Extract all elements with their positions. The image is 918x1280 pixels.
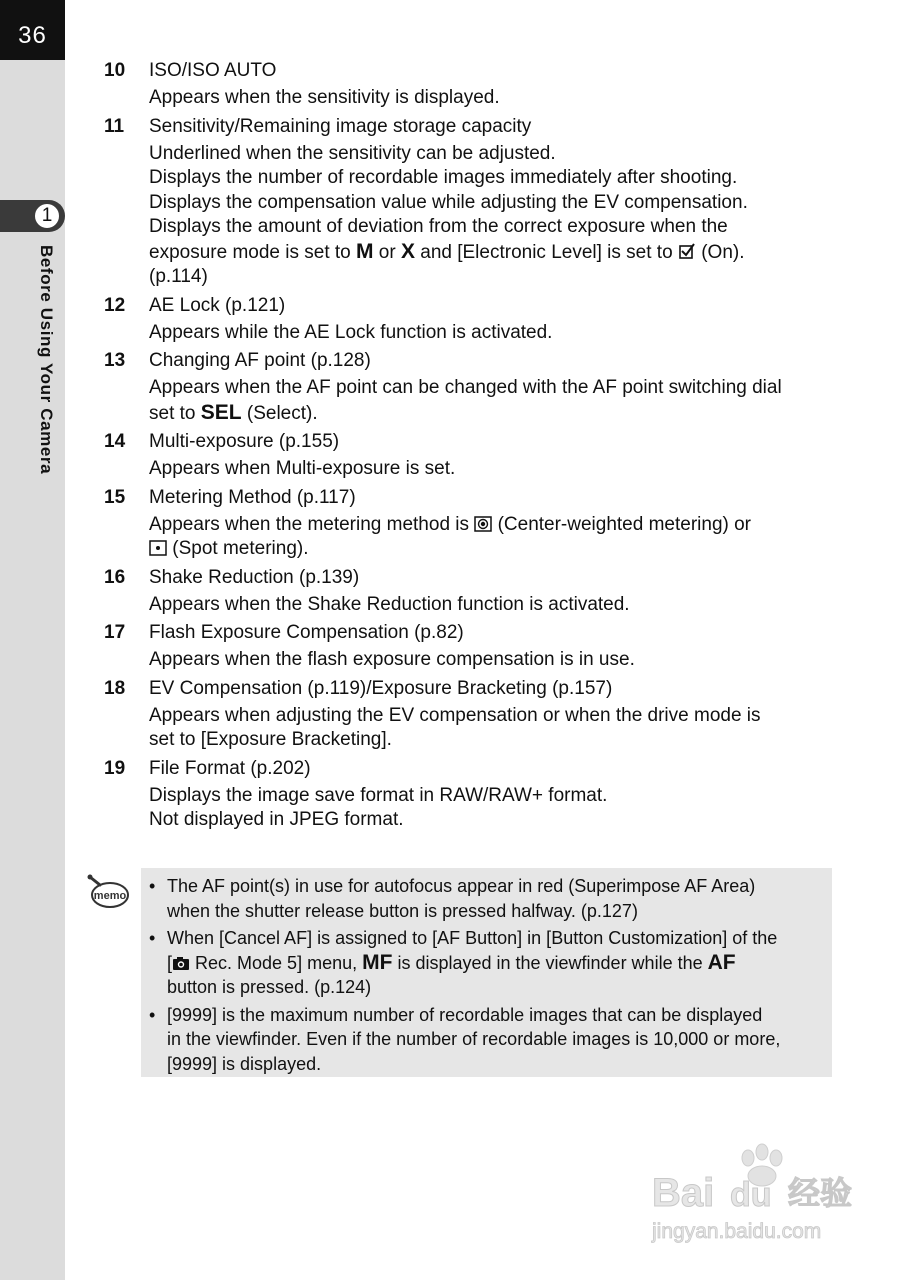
watermark-cn: 经验 <box>788 1174 853 1212</box>
text: (Spot metering). <box>167 538 309 559</box>
bullet-marker: • <box>149 1004 156 1025</box>
entry-heading: Shake Reduction (p.139) <box>149 566 360 588</box>
entry-18 <box>104 676 844 753</box>
entry-number: 16 <box>104 566 126 588</box>
entry-description: Appears while the AE Lock function is activated. <box>149 321 553 343</box>
entry-heading: AE Lock (p.121) <box>149 294 286 316</box>
entry-heading: Flash Exposure Compensation (p.82) <box>149 622 464 643</box>
entry-number: 17 <box>104 622 126 643</box>
memo-text: The AF point(s) in use for autofocus appear in red (Superimpose AF Area) <box>167 876 756 896</box>
entry-heading: Metering Method (p.117) <box>149 486 356 508</box>
entry-number: 10 <box>104 60 126 81</box>
text: Rec. Mode 5] menu, <box>190 952 363 973</box>
entry-17 <box>104 620 844 673</box>
text: (Center-weighted metering) or <box>492 513 752 535</box>
chapter-title: Before Using Your Camera <box>37 245 56 475</box>
chapter-number: 1 <box>33 202 61 230</box>
memo-bullet <box>149 1003 824 1077</box>
text: or <box>373 241 401 263</box>
entry-description: Appears when the Shake Reduction function is activated. <box>149 593 630 615</box>
memo-text: when the shutter release button is pressed halfway. (p.127) <box>167 900 638 921</box>
entry-14 <box>104 429 844 482</box>
entry-description <box>149 537 844 562</box>
memo-bullet <box>149 926 824 1000</box>
entry-heading: Multi-exposure (p.155) <box>149 431 340 452</box>
entry-description: Appears when the AF point can be changed with the AF point switching dial <box>149 377 782 398</box>
entry-description: Not displayed in JPEG format. <box>149 809 404 830</box>
entry-list <box>104 58 844 836</box>
entry-16 <box>104 565 844 618</box>
entry-number: 14 <box>104 431 126 452</box>
spot-metering-icon <box>149 540 167 556</box>
text: (On). <box>695 241 745 263</box>
af-symbol: AF <box>707 950 736 974</box>
memo-text: [9999] is displayed. <box>167 1053 322 1074</box>
memo-text: button is pressed. (p.124) <box>167 977 372 997</box>
entry-heading: File Format (p.202) <box>149 757 311 779</box>
entry-description: Displays the amount of deviation from the correct exposure when the <box>149 216 728 237</box>
watermark-brand-2: du <box>730 1176 772 1214</box>
entry-description: (p.114) <box>149 266 208 287</box>
mf-symbol: MF <box>362 950 393 974</box>
center-weighted-metering-icon <box>474 516 492 532</box>
camera-icon <box>172 956 190 971</box>
entry-number: 13 <box>104 350 126 371</box>
sel-symbol: SEL <box>200 400 242 424</box>
page-number-box <box>0 0 65 60</box>
entry-description: Appears when the flash exposure compensation is in use. <box>149 649 635 670</box>
memo-icon-label: memo <box>93 890 127 902</box>
entry-heading: ISO/ISO AUTO <box>149 60 277 81</box>
text: (Select). <box>241 402 318 424</box>
entry-heading: Changing AF point (p.128) <box>149 350 371 371</box>
text: set to <box>149 402 201 424</box>
memo-text: When [Cancel AF] is assigned to [AF Button] in [Button Customization] of the <box>167 928 778 948</box>
watermark-brand: Bai <box>652 1171 715 1215</box>
entry-10 <box>104 58 844 111</box>
side-strip <box>0 0 65 1280</box>
memo-text <box>167 951 824 976</box>
entry-description: Appears when adjusting the EV compensation or when the drive mode is <box>149 704 761 726</box>
text: Appears when the metering method is <box>149 513 475 535</box>
entry-description: Displays the image save format in RAW/RAW+ format. <box>149 784 608 806</box>
entry-description: Displays the compensation value while adjusting the EV compensation. <box>149 191 748 213</box>
entry-description <box>149 401 844 427</box>
entry-description <box>149 513 844 538</box>
bullet-marker: • <box>149 928 156 948</box>
entry-number: 12 <box>104 294 126 316</box>
bullet-marker: • <box>149 876 156 896</box>
entry-description: Displays the number of recordable images immediately after shooting. <box>149 167 738 188</box>
mode-m-symbol: M <box>356 239 374 263</box>
memo-box <box>141 868 832 1077</box>
text: [ <box>167 952 173 973</box>
text: is displayed in the viewfinder while the <box>392 952 708 973</box>
memo-text: [9999] is the maximum number of recordable images that can be displayed <box>167 1004 763 1025</box>
entry-description: Appears when Multi-exposure is set. <box>149 458 456 479</box>
entry-number: 18 <box>104 677 126 699</box>
entry-description: set to [Exposure Bracketing]. <box>149 729 392 750</box>
memo-text: in the viewfinder. Even if the number of recordable images is 10,000 or more, <box>167 1029 781 1049</box>
entry-heading: Sensitivity/Remaining image storage capacity <box>149 115 532 137</box>
entry-number: 15 <box>104 486 126 508</box>
memo-bullet <box>149 874 824 923</box>
text: and [Electronic Level] is set to <box>414 241 678 263</box>
text: exposure mode is set to <box>149 241 356 263</box>
entry-description <box>149 240 844 266</box>
entry-19 <box>104 756 844 833</box>
entry-number: 11 <box>104 115 125 137</box>
page-number: 36 <box>18 22 47 49</box>
entry-15 <box>104 485 844 562</box>
entry-number: 19 <box>104 757 126 779</box>
mode-x-symbol: X <box>400 239 415 263</box>
watermark-url: jingyan.baidu.com <box>652 1220 822 1243</box>
entry-heading: EV Compensation (p.119)/Exposure Bracketing (p.157) <box>149 677 613 699</box>
checkbox-checked-icon <box>678 242 696 260</box>
memo-icon <box>86 873 130 909</box>
entry-11 <box>104 114 844 290</box>
entry-description: Appears when the sensitivity is displayed. <box>149 87 500 108</box>
entry-13 <box>104 348 844 426</box>
entry-description: Underlined when the sensitivity can be adjusted. <box>149 142 556 164</box>
baidu-watermark <box>648 1140 878 1250</box>
entry-12 <box>104 293 844 346</box>
